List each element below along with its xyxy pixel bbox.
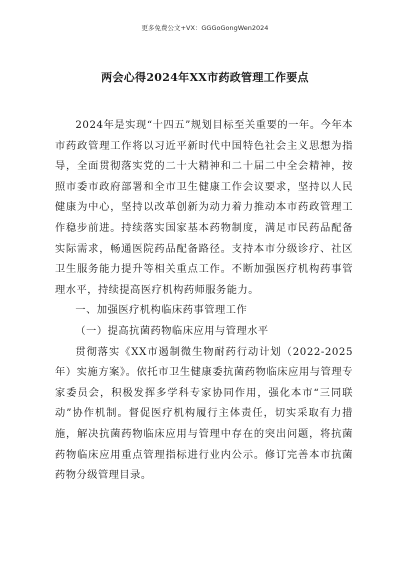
section-heading: 一、加强医疗机构临床药事管理工作 <box>75 305 248 317</box>
document-title: 两会心得2024年XX市药政管理工作要点 <box>101 71 309 84</box>
header-note: 更多免费公文+VX：GGGoGongWen2024 <box>141 24 269 32</box>
document-body <box>55 116 353 487</box>
paragraph-antibiotics: 贯彻落实《XX市遏制微生物耐药行动计划（2022-2025年）实施方案》。依托市卫生健康委抗菌药物临床应用与管理专家委员会，积极发挥多学科专家协同作用，强化本市“三同联动”协作机制。督促医疗机构履行主体责任，切实采取有力措施，解决抗菌药物临床应用与管理中存在的突出问题，将抗菌药物临床应用重点管理指标进行业内公示。修订完善本市抗菌药物分级管理目录。 <box>55 346 353 482</box>
paragraph-intro: 2024年是实现“十四五”规划目标至关重要的一年。今年本市药政管理工作将以习近平新时代中国特色社会主义思想为指导，全面贯彻落实党的二十大精神和二十届二中全会精神，按照市委市政府部署和全市卫生健康工作会议要求，坚持以人民健康为中心，坚持以改革创新为动力着力推动本市药政管理工作稳步前进。持续落实国家基本药物制度，满足市民药品配备实际需求，畅通医院药品配备路径。支持本市分级诊疗、社区卫生服务能力提升等相关重点工作。不断加强医疗机构药事管理水平，持续提高医疗机构药师服务能力。 <box>55 120 353 296</box>
subsection-heading: （一）提高抗菌药物临床应用与管理水平 <box>75 325 269 337</box>
